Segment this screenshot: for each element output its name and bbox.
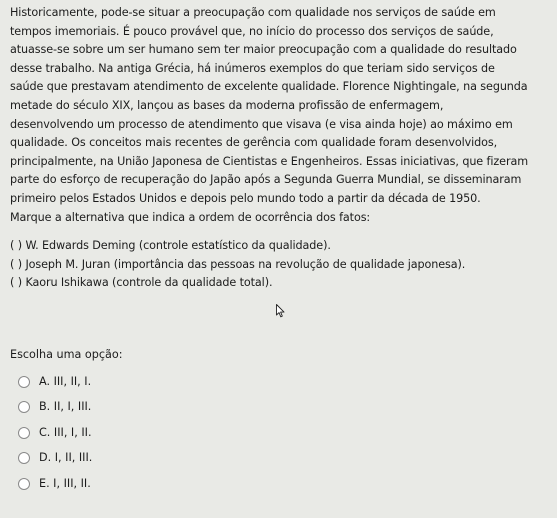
radio-button-e[interactable] (18, 478, 30, 490)
question-line: tempos imemoriais. É pouco provável que, no início do processo dos serviços de saúde, (10, 24, 494, 38)
question-line: desenvolvendo um processo de atendimento que visava (e visa ainda hoje) ao máximo em (10, 117, 513, 131)
question-line: atuasse-se sobre um ser humano sem ter maior preocupação com a qualidade do resultado (10, 43, 517, 57)
option-c-label: C. III, I, II. (39, 425, 92, 439)
option-e-label: E. I, III, II. (39, 476, 91, 490)
question-line: qualidade. Os conceitos mais recentes de gerência com qualidade foram desenvolvidos, (10, 136, 498, 150)
option-a-label: A. III, II, I. (39, 374, 92, 388)
question-line: saúde que prestavam atendimento de excelente qualidade. Florence Nightingale, na segunda (10, 80, 528, 94)
answer-options (18, 369, 92, 497)
ordering-items (10, 237, 550, 293)
radio-button-b[interactable] (18, 401, 30, 413)
ordering-item-deming: ( ) W. Edwards Deming (controle estatístico da qualidade). (10, 239, 331, 252)
option-c[interactable] (18, 420, 92, 446)
answer-prompt: Escolha uma opção: (10, 348, 123, 361)
question-line: primeiro pelos Estados Unidos e depois pelo mundo todo a partir da década de 1950. (10, 191, 481, 205)
mouse-cursor-icon (276, 304, 285, 318)
option-d[interactable] (18, 446, 92, 472)
question-line: metade do século XIX, lançou as bases da moderna profissão de enfermagem, (10, 98, 444, 112)
option-d-label: D. I, II, III. (39, 451, 93, 465)
option-a[interactable] (18, 369, 92, 395)
ordering-item-ishikawa: ( ) Kaoru Ishikawa (controle da qualidade total). (10, 276, 273, 290)
ordering-item-juran: ( ) Joseph M. Juran (importância das pessoas na revolução de qualidade japonesa). (10, 257, 466, 271)
option-b[interactable] (18, 395, 92, 421)
radio-button-c[interactable] (18, 427, 30, 439)
question-instruction: Marque a alternativa que indica a ordem de ocorrência dos fatos: (10, 210, 371, 224)
radio-button-d[interactable] (18, 452, 30, 464)
option-e[interactable] (18, 471, 92, 497)
question-line: desse trabalho. Na antiga Grécia, há inúmeros exemplos do que teriam sido serviços de (10, 61, 495, 75)
question-text (10, 4, 550, 227)
question-line: Historicamente, pode-se situar a preocupação com qualidade nos serviços de saúde em (10, 6, 496, 19)
question-line: parte do esforço de recuperação do Japão após a Segunda Guerra Mundial, se disseminaram (10, 173, 522, 187)
question-line: principalmente, na União Japonesa de Cientistas e Engenheiros. Essas iniciativas, que fizeram (10, 154, 529, 168)
option-b-label: B. II, I, III. (39, 400, 92, 414)
radio-button-a[interactable] (18, 376, 30, 388)
